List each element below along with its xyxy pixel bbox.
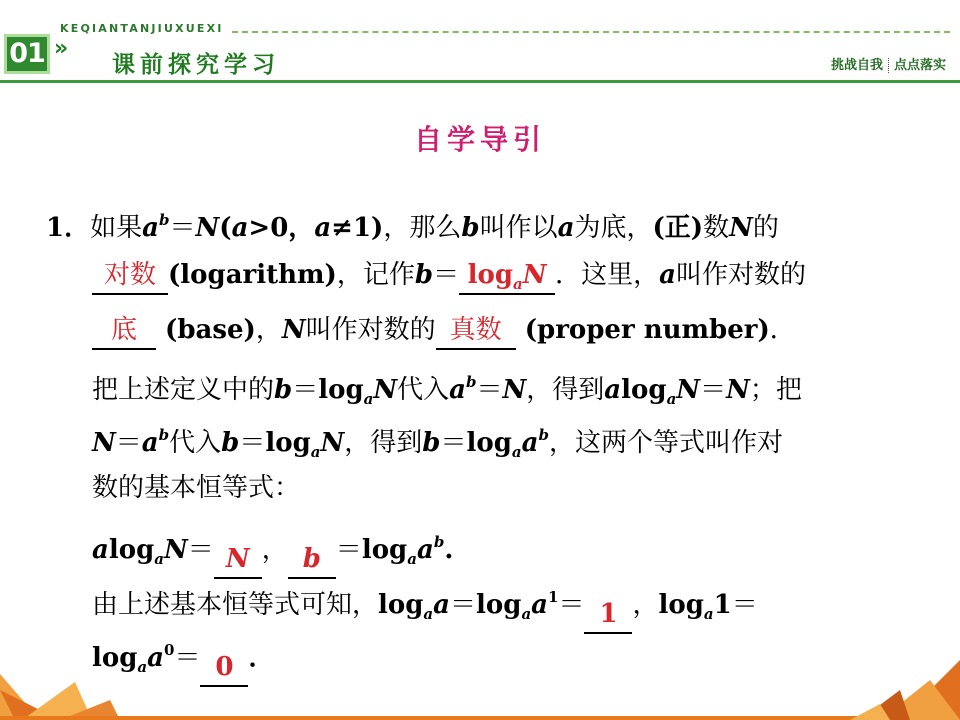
answer-blank-proper-number: 真数 bbox=[436, 315, 516, 350]
section-number-badge: 01 bbox=[4, 34, 50, 74]
text-line-9: $\log_aa^0= 0$ ． bbox=[92, 630, 274, 687]
header-tabs bbox=[831, 54, 946, 73]
tab-challenge[interactable]: 挑战自我 bbox=[830, 58, 883, 73]
header-green-rule bbox=[0, 80, 960, 83]
answer-blank-identity-N: N bbox=[214, 544, 262, 579]
answer-blank-logarithm: 对数 bbox=[92, 260, 168, 295]
text-line-1: 1．如果$a^b=N(a>0$，a≠1)，那么b叫作以a为底，(正)数N的 bbox=[46, 211, 779, 243]
text-line-2: 对数 (logarithm)，记作$b= \log_aN$ ．这里，a叫作对数的 bbox=[92, 255, 806, 295]
text-line-5: $N=a^b$代入$b=\log_aN$，得到$b=\log_aa^b$，这两个等式叫作对 bbox=[92, 426, 783, 461]
tab-practice[interactable]: 点点落实 bbox=[893, 58, 946, 73]
text-line-7: alog$_a$N＝ N ， $b =\log_aa^b$. bbox=[92, 522, 453, 579]
tab-separator bbox=[888, 58, 889, 73]
text-line-4: 把上述定义中的$b=\log_aN$代入$a^b=N$，得到alog$_a$N＝N；把 bbox=[92, 373, 802, 408]
bottom-orange-rule bbox=[0, 716, 960, 720]
double-chevron-icon: » bbox=[54, 36, 69, 61]
page-title: 自学导引 bbox=[413, 123, 546, 156]
bottom-decoration bbox=[0, 660, 960, 720]
answer-blank-log-notation: $\log_aN$ bbox=[459, 260, 555, 295]
text-line-8: 由上述基本恒等式可知，$\log_aa=\log_aa^1= 1$ ，$\log_a1=$ bbox=[92, 577, 758, 634]
text-line-3: 底 (base)，N叫作对数的 真数 (proper number)． bbox=[92, 310, 796, 350]
answer-blank-identity-b: b bbox=[288, 544, 336, 579]
header-dashed-divider bbox=[232, 31, 950, 33]
text-line-6: 数的基本恒等式： bbox=[92, 473, 301, 503]
section-pinyin: KEQIANTANJIUXUEXI bbox=[60, 22, 224, 35]
answer-blank-log-a-1: 0 bbox=[200, 652, 248, 687]
slide-header bbox=[0, 0, 960, 90]
section-title: 课前探究学习 bbox=[112, 52, 280, 78]
answer-blank-log-a-a: 1 bbox=[584, 599, 632, 634]
answer-blank-base: 底 bbox=[92, 315, 156, 350]
